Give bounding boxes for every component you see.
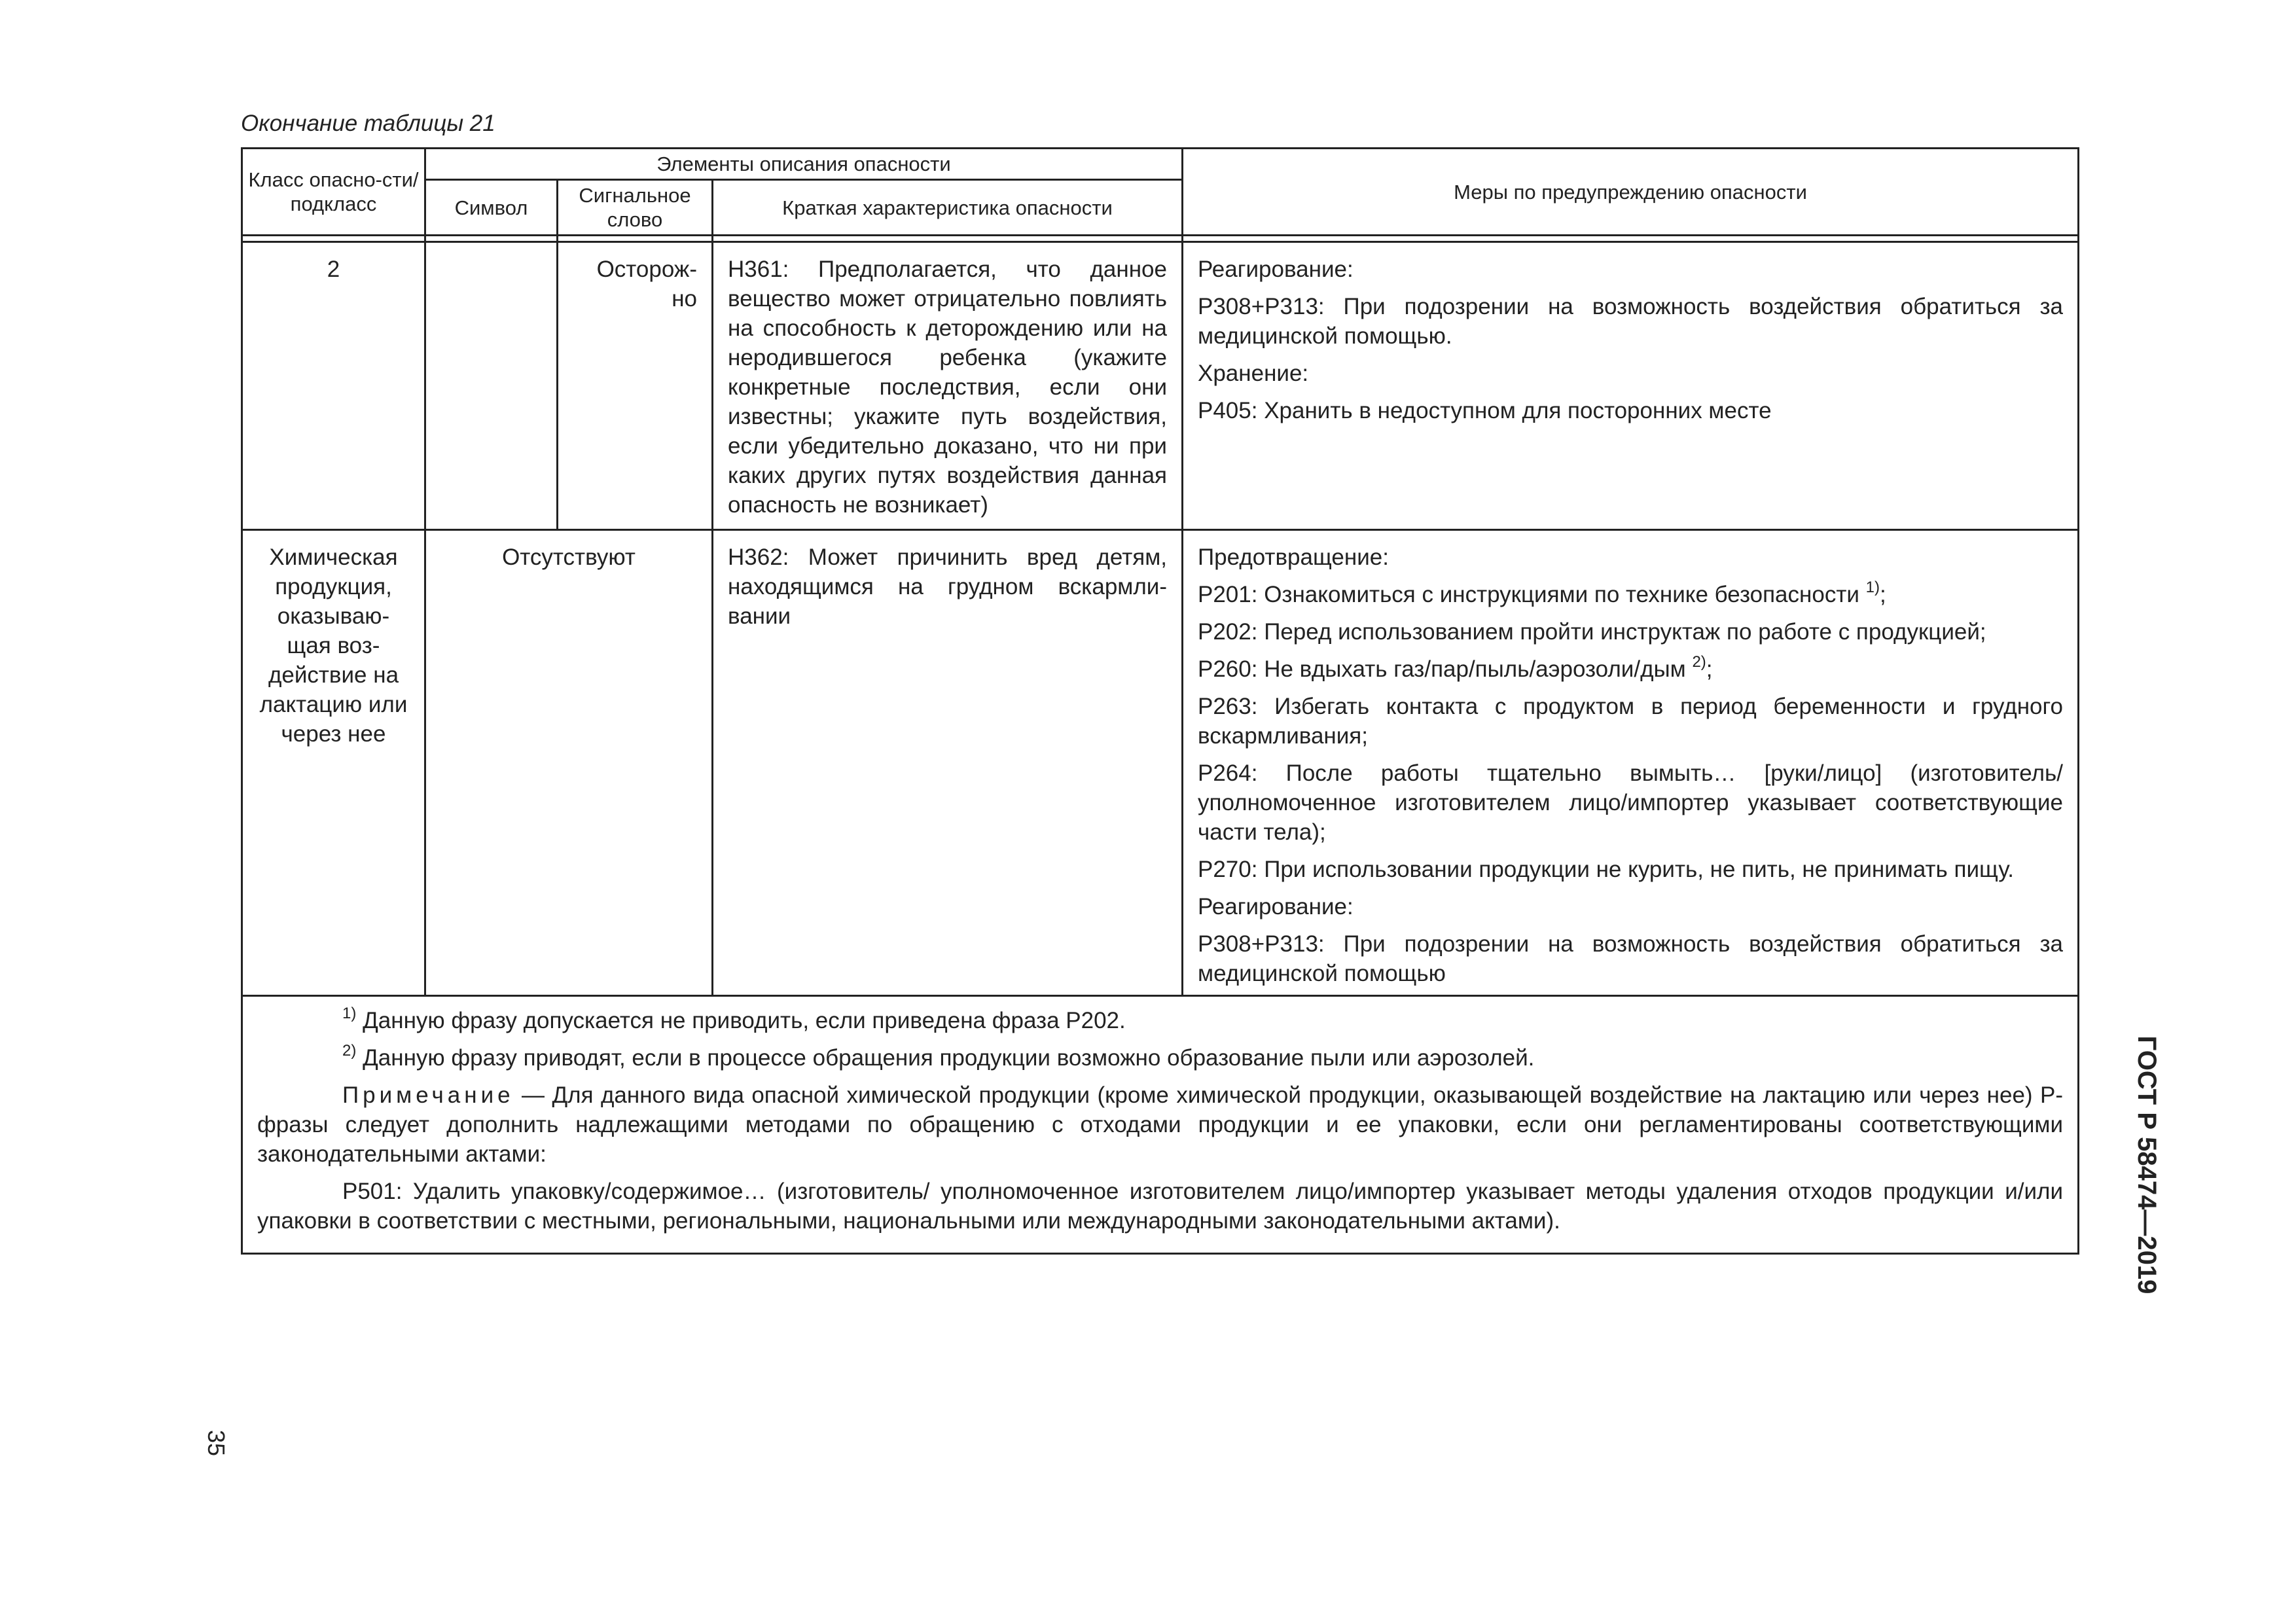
header-class: Класс опасно-сти/ подкласс [242,149,425,236]
measure-line: Р308+Р313: При подозрении на возможность воздействия обратиться за медицинской помощью [1198,931,2063,986]
document-code: ГОСТ Р 58474—2019 [2132,1035,2161,1294]
header-brief: Краткая характеристика опасности [713,180,1183,236]
row2-measures [1183,530,2079,996]
p501-text: Р501: Удалить упаковку/содержимое… (изготовитель/ уполномоченное изготовителем лицо/импортер указывает методы удаления отходов продукции и/или упаковки в соответствии с местными, региональными, национальными или международными законодательными актами). [257,1179,2063,1234]
header-elements: Элементы описания опасности [425,149,1183,180]
footnote-row [242,996,2079,1254]
row1-class: 2 [242,242,425,530]
measure-line: Р260: Не вдыхать газ/пар/пыль/аэрозоли/дым $^{2)}$; [1198,653,1713,682]
measure-line: Р270: При использовании продукции не курить, не пить, не принимать пищу. [1198,857,2014,882]
row1-brief: Н361: Предполагается, что данное вещество может отрицательно повлиять на способность к деторождению или на неродившегося ребенка (укажите конкретные последствия, если они известны; укажите путь воздействия, если убедительно доказано, что ни при каких других путях воздействия данная опасность не возникает) [713,242,1183,530]
measure-line: Предотвращение: [1198,544,1389,570]
header-measures: Меры по предупреждению опасности [1183,149,2079,236]
measure-line: Реагирование: [1198,257,1354,282]
table-row [242,242,2079,530]
row1-measures [1183,242,2079,530]
measure-line: Р405: Хранить в недоступном для посторонних месте [1198,398,1772,423]
row2-symbol-signal: Отсутствуют [425,530,713,996]
measure-line: Р308+Р313: При подозрении на возможность воздействия обратиться за медицинской помощью. [1198,294,2063,349]
row1-symbol [425,242,558,530]
table-row [242,530,2079,996]
measure-line: Р202: Перед использованием пройти инструктаж по работе с продукцией; [1198,619,1986,645]
hazard-table [241,147,2079,1255]
row2-brief: Н362: Может причинить вред детям, находящимся на грудном вскармли-вании [713,530,1183,996]
measure-line: Р201: Ознакомиться с инструкциями по технике безопасности $^{1)}$; [1198,579,1886,607]
measure-line: Р264: После работы тщательно вымыть… [руки/лицо] (изготовитель/ уполномоченное изготовителем лицо/импортер указывает соответствующие части тела); [1198,760,2063,845]
measure-line: Р263: Избегать контакта с продуктом в период беременности и грудного вскармливания; [1198,694,2063,749]
note-label: Примечание [342,1082,514,1108]
header-symbol: Символ [425,180,558,236]
footnote-2: $^{2)}$ Данную фразу приводят, если в процессе обращения продукции возможно образование пыли или аэрозолей. [342,1042,1535,1071]
measure-line: Реагирование: [1198,894,1354,919]
page-number: 35 [203,1429,230,1457]
footnote-1: $^{1)}$ Данную фразу допускается не приводить, если приведена фраза Р202. [342,1005,1126,1033]
measure-line: Хранение: [1198,361,1309,386]
footnote-ref: 2) [1692,653,1706,671]
footnote-ref: 1) [1865,579,1880,597]
header-signal: Сигнальное слово [558,180,713,236]
footnotes-cell [242,996,2079,1254]
row2-class: Химическая продукция, оказываю-щая воз-действие на лактацию или через нее [242,530,425,996]
header-separator [242,236,2079,242]
note: Примечание — Для данного вида опасной химической продукции (кроме химической продукции, оказывающей воздействие на лактацию или через нее) Р-фразы следует дополнить надлежащими методами по обращению с отходами продукции и ее упаковки, если они регламентированы соответствующими законодательными актами: [257,1082,2063,1167]
table-caption: Окончание таблицы 21 [241,111,495,136]
row1-signal: Осторож-но [558,242,713,530]
